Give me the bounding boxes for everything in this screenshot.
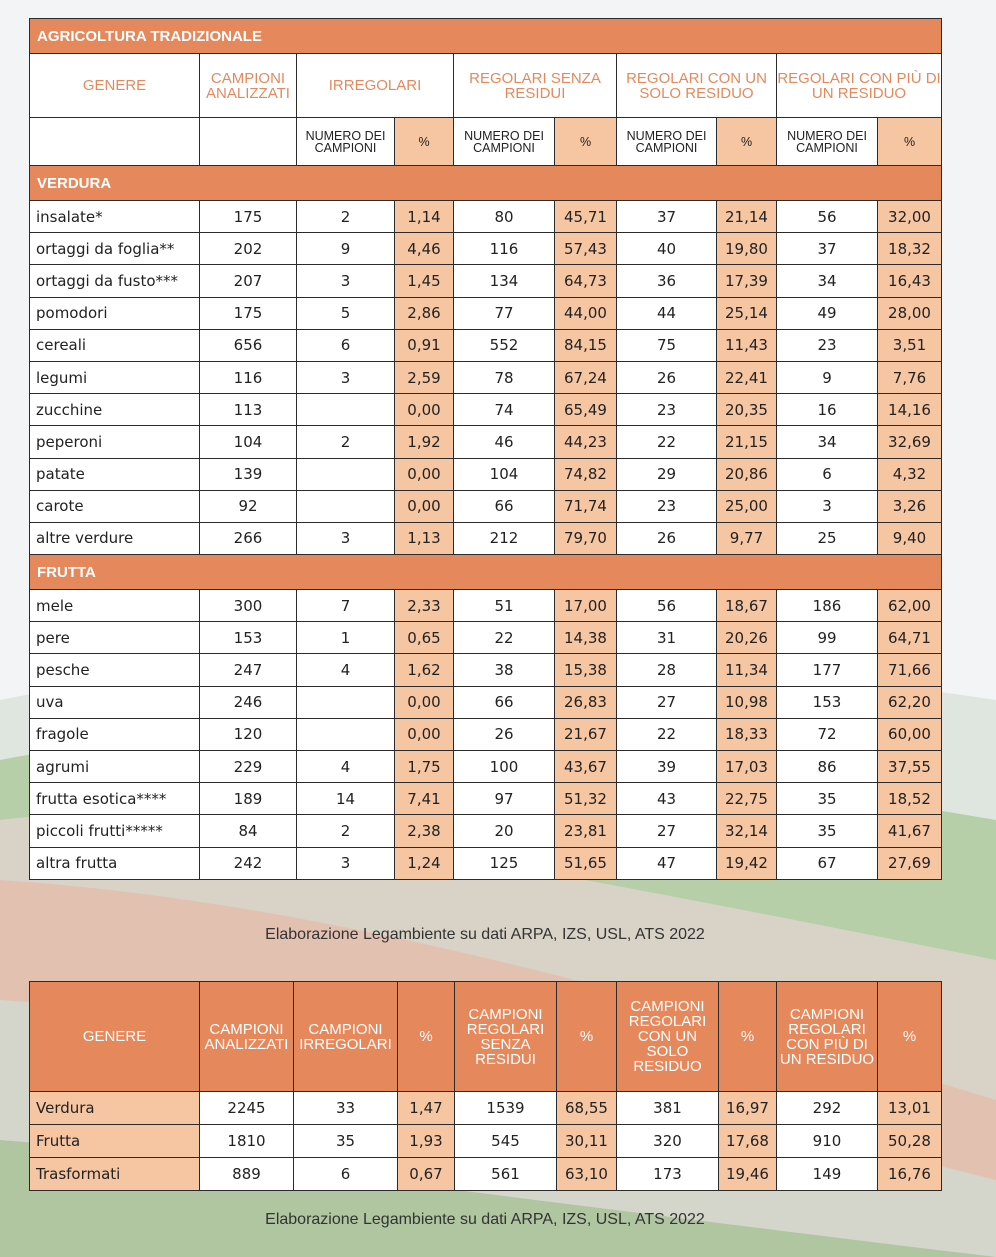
genere-cell: ortaggi da fusto*** xyxy=(30,265,200,297)
table-row xyxy=(30,458,942,490)
value-cell: 18,32 xyxy=(878,233,942,265)
subheader-numero-campioni: NUMERO DEI CAMPIONI xyxy=(297,118,395,166)
value-cell: 266 xyxy=(200,522,297,554)
genere-cell: altra frutta xyxy=(30,847,200,879)
section-label: FRUTTA xyxy=(30,555,942,590)
value-cell: 202 xyxy=(200,233,297,265)
value-cell: 37 xyxy=(777,233,878,265)
table1-caption: Elaborazione Legambiente su dati ARPA, IZS, USL, ATS 2022 xyxy=(265,926,705,943)
subheader-empty xyxy=(200,118,297,166)
value-cell: 17,00 xyxy=(555,590,617,622)
value-cell: 50,28 xyxy=(878,1125,942,1158)
value-cell: 910 xyxy=(777,1125,878,1158)
value-cell: 2,38 xyxy=(395,815,454,847)
value-cell: 25,14 xyxy=(717,297,777,329)
table-row xyxy=(30,490,942,522)
value-cell: 5 xyxy=(297,297,395,329)
header-irregolari: IRREGOLARI xyxy=(297,54,454,118)
value-cell: 33 xyxy=(294,1092,398,1125)
value-cell: 177 xyxy=(777,654,878,686)
value-cell: 153 xyxy=(200,622,297,654)
summary-header: % xyxy=(719,982,777,1092)
value-cell: 3 xyxy=(297,265,395,297)
value-cell: 13,01 xyxy=(878,1092,942,1125)
value-cell: 43,67 xyxy=(555,751,617,783)
value-cell: 7 xyxy=(297,590,395,622)
value-cell: 16,76 xyxy=(878,1158,942,1191)
table-row xyxy=(30,329,942,361)
value-cell: 22 xyxy=(454,622,555,654)
table-row xyxy=(30,718,942,750)
value-cell: 92 xyxy=(200,490,297,522)
summary-header: CAMPIONI ANALIZZATI xyxy=(200,982,294,1092)
value-cell: 35 xyxy=(777,815,878,847)
value-cell: 49 xyxy=(777,297,878,329)
value-cell: 67,24 xyxy=(555,361,617,393)
value-cell: 9,77 xyxy=(717,522,777,554)
header-regolari-senza-residui: REGOLARI SENZA RESIDUI xyxy=(454,54,617,118)
value-cell: 46 xyxy=(454,426,555,458)
value-cell: 32,69 xyxy=(878,426,942,458)
summary-header: GENERE xyxy=(30,982,200,1092)
table-row xyxy=(30,815,942,847)
value-cell: 7,76 xyxy=(878,361,942,393)
value-cell: 292 xyxy=(777,1092,878,1125)
value-cell: 14,16 xyxy=(878,394,942,426)
table-row xyxy=(30,201,942,233)
value-cell: 26 xyxy=(617,522,717,554)
value-cell: 28,00 xyxy=(878,297,942,329)
value-cell: 11,43 xyxy=(717,329,777,361)
value-cell: 125 xyxy=(454,847,555,879)
genere-cell: ortaggi da foglia** xyxy=(30,233,200,265)
value-cell: 173 xyxy=(617,1158,719,1191)
value-cell: 51,32 xyxy=(555,783,617,815)
genere-cell: pere xyxy=(30,622,200,654)
value-cell: 2 xyxy=(297,426,395,458)
value-cell: 19,80 xyxy=(717,233,777,265)
table-row xyxy=(30,590,942,622)
value-cell: 34 xyxy=(777,426,878,458)
value-cell: 11,34 xyxy=(717,654,777,686)
summary-table xyxy=(29,981,942,1191)
summary-header: CAMPIONI REGOLARI SENZA RESIDUI xyxy=(455,982,557,1092)
value-cell: 30,11 xyxy=(557,1125,617,1158)
value-cell: 320 xyxy=(617,1125,719,1158)
value-cell: 86 xyxy=(777,751,878,783)
value-cell: 1,62 xyxy=(395,654,454,686)
value-cell: 14 xyxy=(297,783,395,815)
value-cell: 3 xyxy=(777,490,878,522)
value-cell: 3 xyxy=(297,522,395,554)
value-cell: 381 xyxy=(617,1092,719,1125)
value-cell: 65,49 xyxy=(555,394,617,426)
genere-cell: uva xyxy=(30,686,200,718)
value-cell: 149 xyxy=(777,1158,878,1191)
value-cell xyxy=(297,490,395,522)
value-cell: 40 xyxy=(617,233,717,265)
value-cell: 64,73 xyxy=(555,265,617,297)
value-cell: 9 xyxy=(297,233,395,265)
value-cell: 79,70 xyxy=(555,522,617,554)
table-row xyxy=(30,751,942,783)
value-cell: 19,42 xyxy=(717,847,777,879)
value-cell: 56 xyxy=(617,590,717,622)
table-row xyxy=(30,1125,942,1158)
value-cell: 66 xyxy=(454,686,555,718)
genere-cell: altre verdure xyxy=(30,522,200,554)
value-cell: 84,15 xyxy=(555,329,617,361)
value-cell: 20,35 xyxy=(717,394,777,426)
value-cell: 18,33 xyxy=(717,718,777,750)
value-cell: 207 xyxy=(200,265,297,297)
value-cell: 80 xyxy=(454,201,555,233)
value-cell: 27 xyxy=(617,686,717,718)
value-cell: 27,69 xyxy=(878,847,942,879)
genere-cell: insalate* xyxy=(30,201,200,233)
value-cell: 20,86 xyxy=(717,458,777,490)
value-cell: 0,67 xyxy=(398,1158,455,1191)
value-cell: 51 xyxy=(454,590,555,622)
value-cell: 25,00 xyxy=(717,490,777,522)
genere-cell: Trasformati xyxy=(30,1158,200,1191)
header-regolari-un-residuo: REGOLARI CON UN SOLO RESIDUO xyxy=(617,54,777,118)
value-cell: 35 xyxy=(777,783,878,815)
value-cell: 75 xyxy=(617,329,717,361)
value-cell: 15,38 xyxy=(555,654,617,686)
value-cell: 2 xyxy=(297,201,395,233)
table-row xyxy=(30,233,942,265)
value-cell: 68,55 xyxy=(557,1092,617,1125)
value-cell: 1810 xyxy=(200,1125,294,1158)
value-cell: 74,82 xyxy=(555,458,617,490)
value-cell: 47 xyxy=(617,847,717,879)
value-cell: 32,14 xyxy=(717,815,777,847)
value-cell: 39 xyxy=(617,751,717,783)
value-cell: 21,14 xyxy=(717,201,777,233)
section-row xyxy=(30,166,942,201)
table-row xyxy=(30,297,942,329)
value-cell: 36 xyxy=(617,265,717,297)
value-cell: 1,92 xyxy=(395,426,454,458)
table-row xyxy=(30,654,942,686)
value-cell: 26 xyxy=(454,718,555,750)
value-cell: 77 xyxy=(454,297,555,329)
value-cell: 1,93 xyxy=(398,1125,455,1158)
value-cell: 2245 xyxy=(200,1092,294,1125)
value-cell: 16 xyxy=(777,394,878,426)
value-cell: 1539 xyxy=(455,1092,557,1125)
value-cell: 32,00 xyxy=(878,201,942,233)
value-cell: 4 xyxy=(297,751,395,783)
value-cell: 116 xyxy=(454,233,555,265)
subheader-empty xyxy=(30,118,200,166)
value-cell: 6 xyxy=(297,329,395,361)
value-cell: 44,23 xyxy=(555,426,617,458)
genere-cell: agrumi xyxy=(30,751,200,783)
value-cell xyxy=(297,686,395,718)
genere-cell: mele xyxy=(30,590,200,622)
summary-header: CAMPIONI REGOLARI CON UN SOLO RESIDUO xyxy=(617,982,719,1092)
value-cell: 20 xyxy=(454,815,555,847)
value-cell: 22 xyxy=(617,718,717,750)
subheader-percent: % xyxy=(878,118,942,166)
value-cell: 21,67 xyxy=(555,718,617,750)
subheader-numero-campioni: NUMERO DEI CAMPIONI xyxy=(777,118,878,166)
value-cell: 134 xyxy=(454,265,555,297)
value-cell: 1 xyxy=(297,622,395,654)
value-cell: 0,00 xyxy=(395,686,454,718)
value-cell: 175 xyxy=(200,201,297,233)
value-cell: 23 xyxy=(777,329,878,361)
value-cell: 41,67 xyxy=(878,815,942,847)
genere-cell: frutta esotica**** xyxy=(30,783,200,815)
header-genere: GENERE xyxy=(30,54,200,118)
value-cell: 66 xyxy=(454,490,555,522)
value-cell: 120 xyxy=(200,718,297,750)
summary-header: CAMPIONI IRREGOLARI xyxy=(294,982,398,1092)
table-row xyxy=(30,847,942,879)
value-cell: 139 xyxy=(200,458,297,490)
value-cell: 78 xyxy=(454,361,555,393)
value-cell: 153 xyxy=(777,686,878,718)
value-cell: 62,00 xyxy=(878,590,942,622)
table-row xyxy=(30,622,942,654)
value-cell: 99 xyxy=(777,622,878,654)
value-cell: 21,15 xyxy=(717,426,777,458)
value-cell: 97 xyxy=(454,783,555,815)
value-cell: 545 xyxy=(455,1125,557,1158)
value-cell: 0,00 xyxy=(395,394,454,426)
value-cell: 44,00 xyxy=(555,297,617,329)
header-regolari-piu-residui: REGOLARI CON PIÙ DI UN RESIDUO xyxy=(777,54,942,118)
value-cell: 6 xyxy=(294,1158,398,1191)
value-cell: 23 xyxy=(617,490,717,522)
value-cell: 45,71 xyxy=(555,201,617,233)
value-cell: 100 xyxy=(454,751,555,783)
genere-cell: pesche xyxy=(30,654,200,686)
value-cell: 62,20 xyxy=(878,686,942,718)
value-cell: 212 xyxy=(454,522,555,554)
value-cell: 9 xyxy=(777,361,878,393)
value-cell: 2,59 xyxy=(395,361,454,393)
value-cell: 16,43 xyxy=(878,265,942,297)
value-cell: 16,97 xyxy=(719,1092,777,1125)
value-cell: 67 xyxy=(777,847,878,879)
table-row xyxy=(30,1092,942,1125)
value-cell: 71,74 xyxy=(555,490,617,522)
subheader-percent: % xyxy=(395,118,454,166)
value-cell xyxy=(297,718,395,750)
value-cell: 60,00 xyxy=(878,718,942,750)
value-cell: 10,98 xyxy=(717,686,777,718)
value-cell: 72 xyxy=(777,718,878,750)
value-cell: 3 xyxy=(297,361,395,393)
value-cell: 242 xyxy=(200,847,297,879)
table-row xyxy=(30,265,942,297)
genere-cell: piccoli frutti***** xyxy=(30,815,200,847)
subheader-percent: % xyxy=(555,118,617,166)
table-title: AGRICOLTURA TRADIZIONALE xyxy=(30,19,942,54)
summary-header: CAMPIONI REGOLARI CON PIÙ DI UN RESIDUO xyxy=(777,982,878,1092)
value-cell: 889 xyxy=(200,1158,294,1191)
value-cell: 300 xyxy=(200,590,297,622)
genere-cell: patate xyxy=(30,458,200,490)
value-cell: 656 xyxy=(200,329,297,361)
value-cell xyxy=(297,394,395,426)
summary-header: % xyxy=(557,982,617,1092)
value-cell: 31 xyxy=(617,622,717,654)
table-row xyxy=(30,394,942,426)
value-cell: 57,43 xyxy=(555,233,617,265)
value-cell: 18,52 xyxy=(878,783,942,815)
value-cell: 71,66 xyxy=(878,654,942,686)
value-cell: 0,65 xyxy=(395,622,454,654)
value-cell: 63,10 xyxy=(557,1158,617,1191)
table-row xyxy=(30,1158,942,1191)
value-cell: 246 xyxy=(200,686,297,718)
value-cell: 84 xyxy=(200,815,297,847)
value-cell: 35 xyxy=(294,1125,398,1158)
table-row xyxy=(30,361,942,393)
genere-cell: carote xyxy=(30,490,200,522)
summary-header: % xyxy=(398,982,455,1092)
value-cell: 2,86 xyxy=(395,297,454,329)
value-cell: 22 xyxy=(617,426,717,458)
value-cell: 9,40 xyxy=(878,522,942,554)
summary-header: % xyxy=(878,982,942,1092)
value-cell: 104 xyxy=(454,458,555,490)
value-cell: 37,55 xyxy=(878,751,942,783)
value-cell: 4,46 xyxy=(395,233,454,265)
value-cell: 23 xyxy=(617,394,717,426)
value-cell: 116 xyxy=(200,361,297,393)
value-cell: 4 xyxy=(297,654,395,686)
table-row xyxy=(30,686,942,718)
genere-cell: fragole xyxy=(30,718,200,750)
value-cell: 2,33 xyxy=(395,590,454,622)
section-row xyxy=(30,555,942,590)
value-cell: 3 xyxy=(297,847,395,879)
value-cell: 175 xyxy=(200,297,297,329)
value-cell: 64,71 xyxy=(878,622,942,654)
value-cell: 4,32 xyxy=(878,458,942,490)
value-cell: 229 xyxy=(200,751,297,783)
value-cell: 37 xyxy=(617,201,717,233)
value-cell: 247 xyxy=(200,654,297,686)
value-cell: 186 xyxy=(777,590,878,622)
value-cell: 19,46 xyxy=(719,1158,777,1191)
table-row xyxy=(30,522,942,554)
value-cell: 2 xyxy=(297,815,395,847)
value-cell: 43 xyxy=(617,783,717,815)
value-cell: 561 xyxy=(455,1158,557,1191)
value-cell: 0,00 xyxy=(395,718,454,750)
value-cell: 0,00 xyxy=(395,458,454,490)
value-cell: 56 xyxy=(777,201,878,233)
subheader-percent: % xyxy=(717,118,777,166)
value-cell: 1,13 xyxy=(395,522,454,554)
value-cell: 17,03 xyxy=(717,751,777,783)
value-cell: 28 xyxy=(617,654,717,686)
value-cell: 51,65 xyxy=(555,847,617,879)
genere-cell: Frutta xyxy=(30,1125,200,1158)
value-cell: 17,68 xyxy=(719,1125,777,1158)
value-cell: 1,24 xyxy=(395,847,454,879)
genere-cell: cereali xyxy=(30,329,200,361)
value-cell: 3,26 xyxy=(878,490,942,522)
subheader-numero-campioni: NUMERO DEI CAMPIONI xyxy=(454,118,555,166)
table-row xyxy=(30,426,942,458)
value-cell: 6 xyxy=(777,458,878,490)
value-cell: 29 xyxy=(617,458,717,490)
value-cell: 1,45 xyxy=(395,265,454,297)
value-cell: 189 xyxy=(200,783,297,815)
value-cell: 44 xyxy=(617,297,717,329)
genere-cell: peperoni xyxy=(30,426,200,458)
value-cell: 27 xyxy=(617,815,717,847)
value-cell: 22,75 xyxy=(717,783,777,815)
value-cell: 552 xyxy=(454,329,555,361)
value-cell: 1,75 xyxy=(395,751,454,783)
value-cell: 22,41 xyxy=(717,361,777,393)
value-cell: 20,26 xyxy=(717,622,777,654)
value-cell: 34 xyxy=(777,265,878,297)
value-cell xyxy=(297,458,395,490)
value-cell: 26 xyxy=(617,361,717,393)
value-cell: 0,91 xyxy=(395,329,454,361)
value-cell: 7,41 xyxy=(395,783,454,815)
value-cell: 26,83 xyxy=(555,686,617,718)
value-cell: 23,81 xyxy=(555,815,617,847)
table2-caption: Elaborazione Legambiente su dati ARPA, IZS, USL, ATS 2022 xyxy=(265,1211,705,1228)
genere-cell: pomodori xyxy=(30,297,200,329)
value-cell: 18,67 xyxy=(717,590,777,622)
value-cell: 1,47 xyxy=(398,1092,455,1125)
header-campioni-analizzati: CAMPIONI ANALIZZATI xyxy=(200,54,297,118)
value-cell: 0,00 xyxy=(395,490,454,522)
value-cell: 38 xyxy=(454,654,555,686)
value-cell: 3,51 xyxy=(878,329,942,361)
value-cell: 104 xyxy=(200,426,297,458)
value-cell: 14,38 xyxy=(555,622,617,654)
value-cell: 1,14 xyxy=(395,201,454,233)
genere-cell: legumi xyxy=(30,361,200,393)
genere-cell: zucchine xyxy=(30,394,200,426)
subheader-numero-campioni: NUMERO DEI CAMPIONI xyxy=(617,118,717,166)
value-cell: 17,39 xyxy=(717,265,777,297)
agricoltura-tradizionale-table xyxy=(29,18,942,880)
value-cell: 74 xyxy=(454,394,555,426)
genere-cell: Verdura xyxy=(30,1092,200,1125)
section-label: VERDURA xyxy=(30,166,942,201)
value-cell: 25 xyxy=(777,522,878,554)
value-cell: 113 xyxy=(200,394,297,426)
table-row xyxy=(30,783,942,815)
